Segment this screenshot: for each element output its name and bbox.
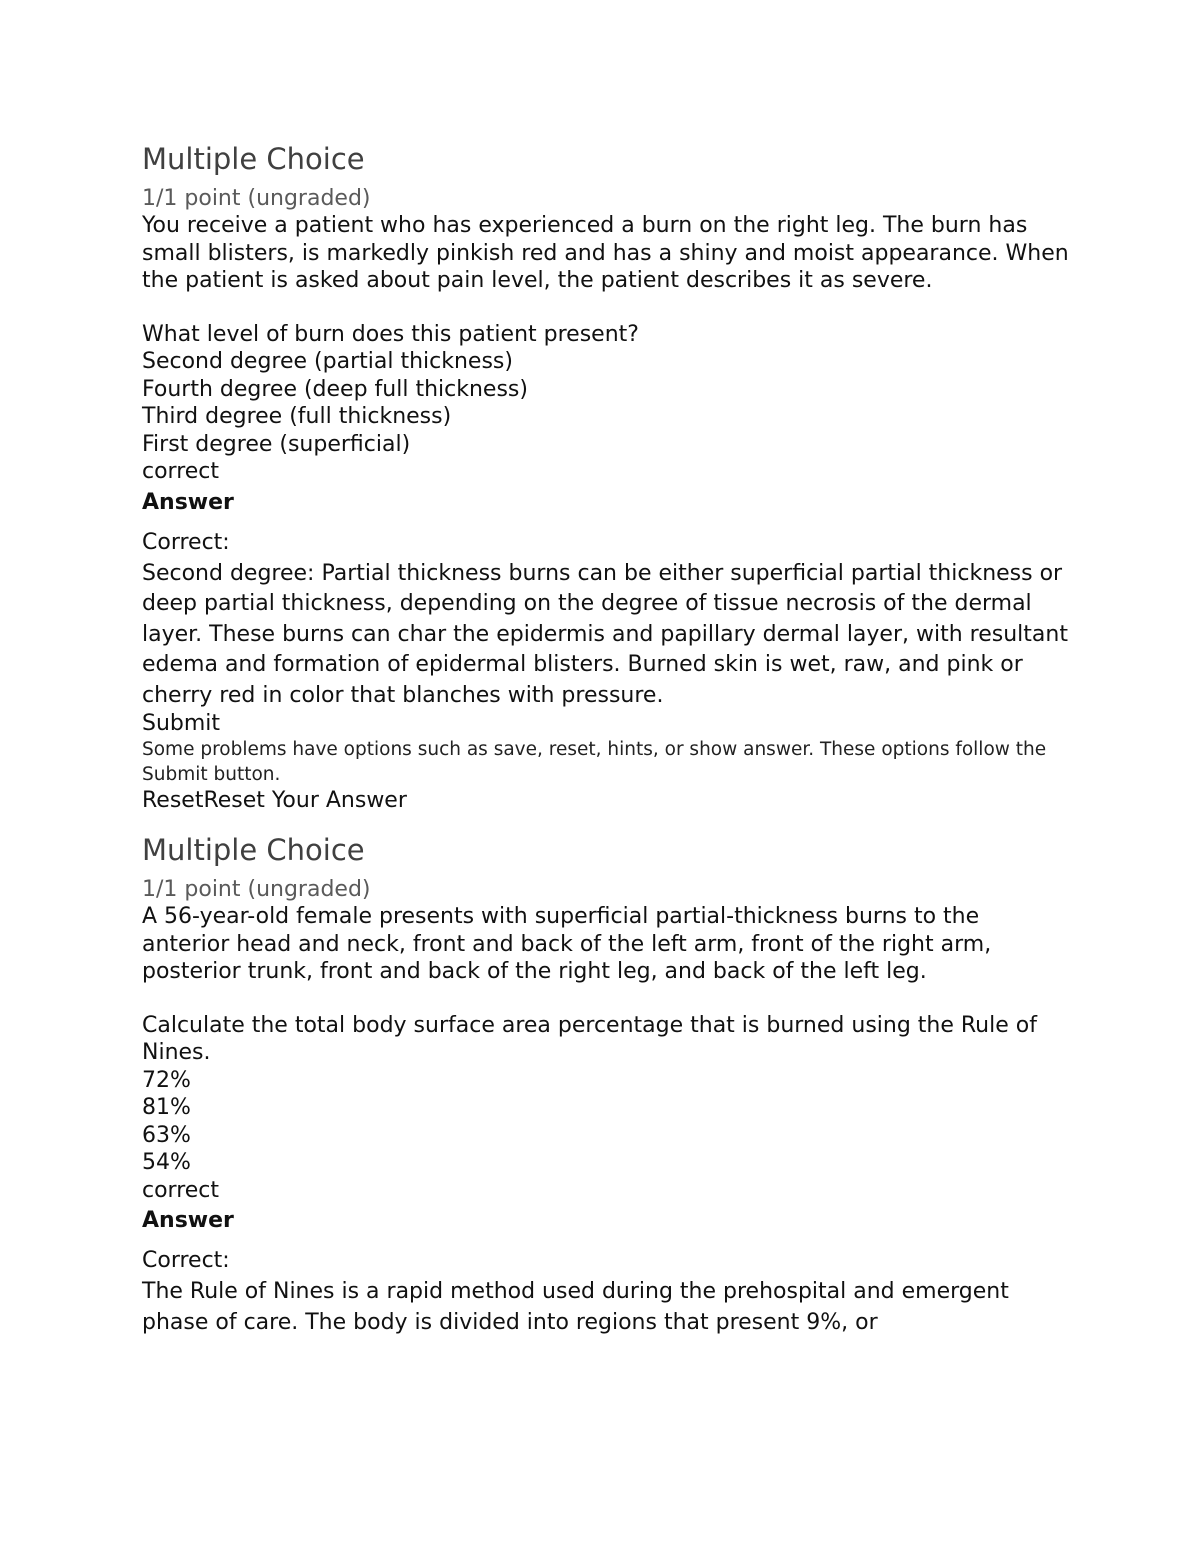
question-prompt: What level of burn does this patient present? — [142, 321, 639, 347]
explanation-text: The Rule of Nines is a rapid method used during the prehospital and emergent phase of care. The body is divided into regions that present 9%, or — [142, 1279, 1009, 1335]
answer-option[interactable]: First degree (superficial) — [142, 431, 411, 457]
explanation-text: Second degree: Partial thickness burns can be either superficial partial thickness or deep partial thickness, depending on the degree of tissue necrosis of the dermal layer. These burns can char the epidermis and papillary dermal layer, with resultant edema and formation of epidermal blisters. Burned skin is wet, raw, and pink or cherry red in color that blanches with pressure. — [142, 560, 1068, 708]
options-note: Some problems have options such as save, reset, hints, or show answer. These options follow the Submit button. — [142, 739, 1047, 785]
answer-option[interactable]: 63% — [142, 1122, 191, 1148]
document-page — [142, 140, 1072, 1338]
question-prompt: Calculate the total body surface area percentage that is burned using the Rule of Nines. — [142, 1012, 1037, 1065]
problem-heading: Multiple Choice — [142, 833, 365, 867]
answer-option[interactable]: 72% — [142, 1067, 191, 1093]
answer-heading: Answer — [142, 489, 234, 515]
problem-2 — [142, 831, 1072, 1338]
answer-option[interactable]: Second degree (partial thickness) — [142, 349, 513, 374]
question-scenario: A 56-year-old female presents with superficial partial-thickness burns to the anterior head and neck, front and back of the left arm, front of the right arm, posterior trunk, front and back of the right leg, and back of the left leg. — [142, 904, 992, 984]
answer-heading: Answer — [142, 1208, 234, 1233]
answer-option[interactable]: 54% — [142, 1150, 191, 1175]
correct-label: Correct: — [142, 1248, 230, 1273]
reset-button[interactable]: ResetReset Your Answer — [142, 788, 407, 813]
status-label: correct — [142, 1177, 220, 1203]
submit-button[interactable]: Submit — [142, 711, 221, 736]
answer-option[interactable]: Third degree (full thickness) — [142, 404, 452, 429]
points-label: 1/1 point (ungraded) — [142, 186, 371, 211]
points-label: 1/1 point (ungraded) — [142, 877, 371, 902]
correct-label: Correct: — [142, 529, 230, 555]
spacer — [142, 295, 1072, 321]
problem-1 — [142, 140, 1072, 814]
status-label: correct — [142, 459, 220, 484]
answer-option[interactable]: 81% — [142, 1095, 191, 1120]
answer-option[interactable]: Fourth degree (deep full thickness) — [142, 376, 528, 402]
spacer — [142, 986, 1072, 1012]
question-scenario: You receive a patient who has experienced a burn on the right leg. The burn has small blisters, is markedly pinkish red and has a shiny and moist appearance. When the patient is asked about pain level, the patient describes it as severe. — [142, 213, 1069, 293]
problem-heading: Multiple Choice — [142, 142, 365, 176]
